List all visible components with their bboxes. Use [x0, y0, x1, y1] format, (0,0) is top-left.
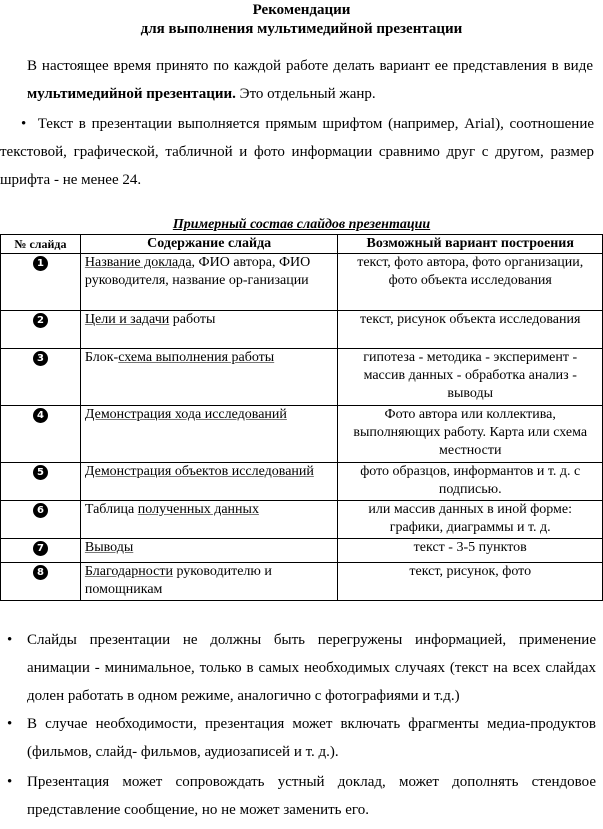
slide-content: Благодарности руководителю и помощникам — [80, 563, 338, 601]
table-row — [1, 463, 603, 501]
bullet-text: В случае необходимости, презентация может включать фрагменты медиа-продуктов (фильмов, слайд- фильмов, аудиозаписей и т. д.). — [27, 716, 596, 760]
bullet-text: Презентация может сопровождать устный доклад, может дополнять стендовое представление сообщение, но не может заменить его. — [27, 774, 596, 818]
bullet-icon: • — [7, 716, 13, 732]
slide-variant: текст, рисунок объекта исследования — [338, 311, 603, 349]
slide-variant: фото образцов, информантов и т. д. с подписью. — [338, 463, 603, 501]
slide-variant: гипотеза - методика - эксперимент - массив данных - обработка анализ - выводы — [338, 349, 603, 406]
slide-number-badge: 4 — [33, 408, 48, 423]
slide-variant: Фото автора или коллектива, выполняющих работу. Карта или схема местности — [338, 406, 603, 463]
slide-variant: текст - 3-5 пунктов — [338, 539, 603, 563]
slide-number-badge: 5 — [33, 465, 48, 480]
intro-text: В настоящее время принято по каждой работе делать вариант ее представления в виде — [27, 58, 593, 74]
table-caption: Примерный состав слайдов презентации — [172, 217, 431, 232]
page-subtitle: для выполнения мультимедийной презентации — [140, 21, 463, 37]
bullet-text: Слайды презентации не должны быть перегружены информацией, применение анимации - минимальное, только в самых необходимых случаях (текст на всех слайдах долен работать в одном режиме, аналогично с фотографиями и т.д.) — [27, 632, 596, 704]
slide-number-badge: 2 — [33, 313, 48, 328]
slide-number — [1, 463, 81, 501]
list-item — [0, 626, 596, 710]
table-row — [1, 406, 603, 463]
slide-number — [1, 311, 81, 349]
slide-number — [1, 563, 81, 601]
slide-number — [1, 406, 81, 463]
table-row — [1, 311, 603, 349]
slide-content: Выводы — [80, 539, 338, 563]
slide-content: Название доклада, ФИО автора, ФИО руководителя, название ор-ганизации — [80, 254, 338, 311]
slide-number — [1, 501, 81, 539]
slide-number — [1, 539, 81, 563]
slide-number-badge: 3 — [33, 351, 48, 366]
page-title: Рекомендации — [252, 2, 351, 18]
table-row — [1, 349, 603, 406]
slide-content: Блок-схема выполнения работы — [80, 349, 338, 406]
intro-paragraph — [27, 52, 593, 108]
slides-table — [0, 234, 603, 601]
slide-content: Демонстрация хода исследований — [80, 406, 338, 463]
slide-content: Цели и задачи работы — [80, 311, 338, 349]
table-header: № слайда — [1, 235, 81, 254]
bullet-icon: • — [7, 774, 13, 790]
intro-text-end: Это отдельный жанр. — [235, 86, 376, 102]
bullet-icon: • — [21, 116, 27, 132]
slide-variant: текст, рисунок, фото — [338, 563, 603, 601]
slide-number-badge: 8 — [33, 565, 48, 580]
slide-number-badge: 6 — [33, 503, 48, 518]
table-row — [1, 501, 603, 539]
list-item — [0, 710, 596, 766]
bullet-icon: • — [7, 632, 13, 648]
slide-number — [1, 349, 81, 406]
slide-number — [1, 254, 81, 311]
slide-variant: или массив данных в иной форме: графики, диаграммы и т. д. — [338, 501, 603, 539]
table-header: Возможный вариант построения — [338, 235, 603, 254]
list-item — [0, 768, 596, 824]
slide-number-badge: 7 — [33, 541, 48, 556]
table-row — [1, 563, 603, 601]
slide-content: Таблица полученных данных — [80, 501, 338, 539]
slide-number-badge: 1 — [33, 256, 48, 271]
table-header-row — [1, 235, 603, 254]
bullet-font-text: Текст в презентации выполняется прямым шрифтом (например, Arial), соотношение текстовой, графической, табличной и фото информации сравнимо друг с другом, размер шрифта - не менее 24. — [0, 116, 595, 188]
table-header: Содержание слайда — [80, 235, 338, 254]
list-item-font — [0, 110, 594, 194]
slide-variant: текст, фото автора, фото организации, фото объекта исследования — [338, 254, 603, 311]
table-row — [1, 254, 603, 311]
table-row — [1, 539, 603, 563]
slide-content: Демонстрация объектов исследований — [80, 463, 338, 501]
intro-bold: мультимедийной презентации. — [27, 86, 236, 102]
